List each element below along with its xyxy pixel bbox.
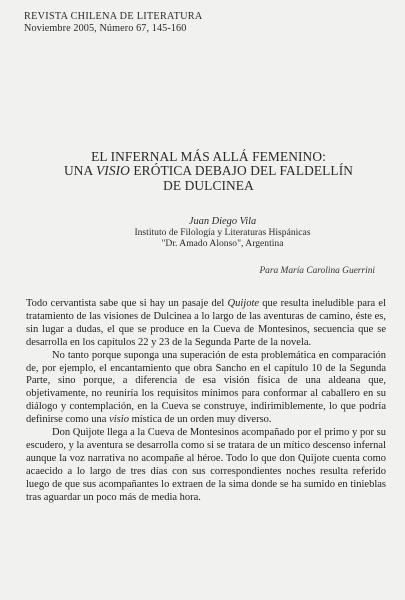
paragraph-3: Don Quijote llega a la Cueva de Montesinos acompañado por el primo y por su escudero, y la aventura se desarrolla como si se tratara de un mítico descenso infernal aunque la voz narrativa no acompañe al héroe. Todo lo que don Quijote cuenta como acaecido a lo largo de tres días con sus correspondientes noches resulta referido luego de que sus acompañantes lo extraen de la sima donde se ha sumido en tinieblas tras aguardar un poco más de media hora.: [26, 427, 386, 503]
journal-header: [24, 11, 203, 35]
paragraph-2-a: No tanto porque suponga una superación de esta problemática en comparación de, por ejemplo, el encantamiento que obra Sancho en el capítulo 10 de la Segunda Parte, sino porque, a diferencia de esa visión física de una aldeana que, objetivamente, no reuniría los requisitos mínimos para conformar al caballero en su diálogo y contemplación, en la Cueva se construye, indirimiblemente, lo que podría definirse como una: [26, 349, 386, 426]
author-name: Juan Diego Vila: [188, 216, 257, 227]
article-title: [40, 150, 377, 193]
title-line-2-em: VISIO: [95, 163, 130, 179]
author-affiliation-2: "Dr. Amado Alonso", Argentina: [161, 238, 284, 249]
paragraph-1-em: Quijote: [227, 298, 260, 309]
paragraph-2-b: mística de un orden muy diverso.: [128, 414, 272, 426]
title-line-2-post: ERÓTICA DEBAJO DEL FALDELLÍN: [129, 163, 354, 179]
journal-name: REVISTA CHILENA DE LITERATURA: [24, 11, 203, 22]
dedication: Para María Carolina Guerrini: [259, 266, 375, 276]
author-affiliation-1: Instituto de Filología y Literaturas Hispánicas: [134, 227, 311, 238]
paragraph-1-a: Todo cervantista sabe que si hay un pasaje del: [26, 298, 228, 309]
title-line-3: DE DULCINEA: [163, 177, 254, 193]
title-line-2: [40, 164, 377, 178]
title-line-1: EL INFERNAL MÁS ALLÁ FEMENINO:: [91, 149, 326, 164]
paragraph-1: [26, 298, 386, 350]
paragraph-2: [26, 350, 386, 427]
title-line-2-pre: UNA: [63, 163, 96, 179]
paragraph-2-em: visio: [109, 414, 129, 426]
paragraph-1-b: que resulta ineludible para el tratamiento de las visiones de Dulcinea a lo largo de las aventuras de camino, éste es, sin lugar a dudas, el que se produce en la Cueva de Montesinos, secuencia que se desarrolla en los capítulos 22 y 23 de la Segunda Parte de la novela.: [26, 298, 386, 348]
issue-info: Noviembre 2005, Número 67, 145-160: [24, 23, 187, 34]
article-body: [26, 298, 386, 505]
author-block: [110, 216, 335, 249]
